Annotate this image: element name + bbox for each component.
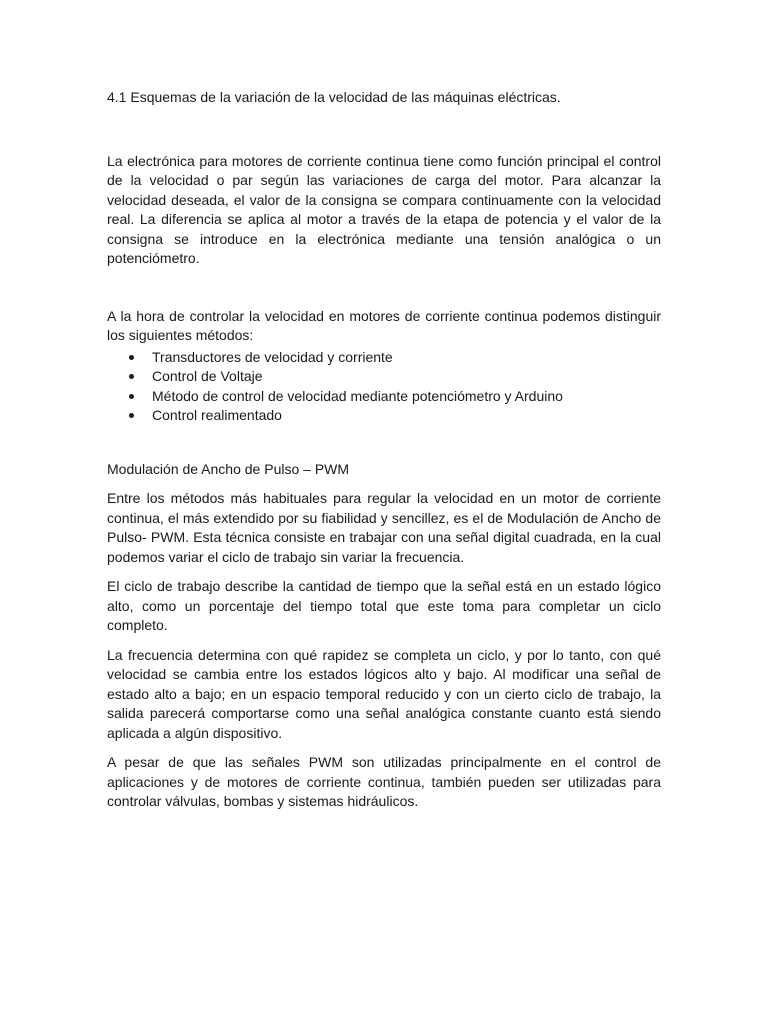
list-item-text: Control realimentado [152, 407, 282, 423]
list-item [107, 367, 661, 387]
intro-paragraph: La electrónica para motores de corriente continua tiene como función principal el control de la velocidad o par según las variaciones de carga del motor. Para alcanzar la velocidad deseada, el valor de la consigna se compara continuamente con la velocidad real. La diferencia se aplica al motor a través de la etapa de potencia y el valor de la consigna se introduce en la electrónica mediante una tensión analógica o un potenciómetro. [107, 152, 661, 266]
pwm-heading: Modulación de Ancho de Pulso – PWM [107, 460, 350, 477]
list-item-text: Control de Voltaje [152, 368, 263, 384]
bullet-icon [129, 374, 134, 379]
bullet-icon [129, 413, 134, 418]
list-item-text: Método de control de velocidad mediante potenciómetro y Arduino [152, 387, 563, 404]
list-item [107, 406, 661, 426]
list-item-text: Transductores de velocidad y corriente [152, 348, 393, 365]
pwm-paragraph: El ciclo de trabajo describe la cantidad de tiempo que la señal está en un estado lógico alto, como un porcentaje del tiempo total que este toma para completar un ciclo completo. [107, 578, 661, 633]
document-page [107, 88, 661, 822]
list-item [107, 348, 661, 368]
methods-intro-paragraph: A la hora de controlar la velocidad en motores de corriente continua podemos distinguir los siguientes métodos: [107, 307, 661, 343]
pwm-paragraph: La frecuencia determina con qué rapidez se completa un ciclo, y por lo tanto, con qué velocidad se cambia entre los estados lógicos alto y bajo. Al modificar una señal de estado alto a bajo; en un espacio temporal reducido y con un cierto ciclo de trabajo, la salida parecerá comportarse como una señal analógica constante cuanto está siendo aplicada a algún dispositivo. [107, 646, 661, 741]
bullet-icon [129, 394, 134, 399]
pwm-paragraph: A pesar de que las señales PWM son utilizadas principalmente en el control de aplicaciones y de motores de corriente continua, también pueden ser utilizadas para controlar válvulas, bombas y sistemas hidráulicos. [107, 754, 661, 809]
methods-list [107, 348, 661, 426]
list-item [107, 387, 661, 407]
section-heading: 4.1 Esquemas de la variación de la velocidad de las máquinas eléctricas. [107, 89, 561, 105]
bullet-icon [129, 355, 134, 360]
pwm-paragraph: Entre los métodos más habituales para regular la velocidad en un motor de corriente continua, el más extendido por su fiabilidad y sencillez, es el de Modulación de Ancho de Pulso- PWM. Esta técnica consiste en trabajar con una señal digital cuadrada, en la cual podemos variar el ciclo de trabajo sin variar la frecuencia. [107, 490, 661, 565]
